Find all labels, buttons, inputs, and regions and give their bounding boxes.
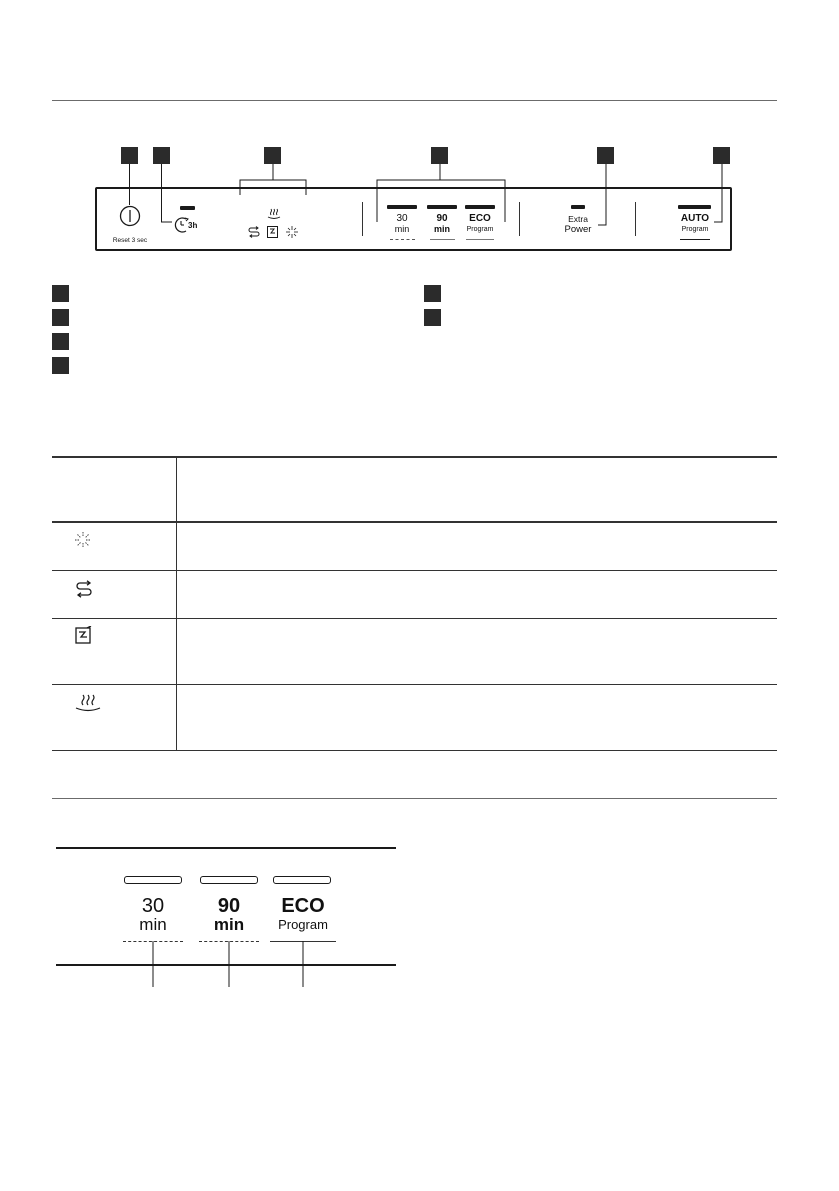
extra-power-button[interactable] bbox=[558, 215, 598, 237]
table-row-rule bbox=[52, 684, 777, 685]
machine-care-indicator-icon bbox=[285, 225, 299, 239]
delay-start-icon bbox=[172, 214, 202, 234]
detail-led-30 bbox=[124, 876, 182, 884]
detail-button-90[interactable] bbox=[194, 896, 264, 946]
drying-indicator-icon bbox=[267, 207, 281, 221]
detail-top-rule bbox=[56, 847, 396, 849]
detail-button-eco[interactable] bbox=[265, 896, 341, 946]
program-button-90[interactable] bbox=[425, 214, 459, 244]
legend-marker-2 bbox=[52, 309, 69, 326]
program-button-30[interactable] bbox=[385, 214, 419, 244]
program-eco-underline bbox=[466, 239, 494, 240]
delay-label: 3h bbox=[188, 221, 198, 230]
salt-indicator-icon bbox=[266, 225, 280, 239]
program-90-bottom: min bbox=[433, 224, 450, 234]
extra-power-line1: Extra bbox=[568, 214, 588, 224]
power-caption: Reset 3 sec bbox=[112, 237, 148, 244]
delay-led bbox=[180, 206, 195, 210]
program-eco-bottom: Program bbox=[466, 226, 494, 233]
detail-led-eco bbox=[273, 876, 331, 884]
legend-marker-6 bbox=[424, 309, 441, 326]
auto-underline bbox=[680, 239, 710, 240]
panel-separator bbox=[519, 202, 520, 236]
detail-eco-top: ECO bbox=[281, 895, 325, 917]
extra-power-line2: Power bbox=[564, 224, 592, 235]
program-90-top: 90 bbox=[436, 213, 448, 224]
table-bottom-rule bbox=[52, 750, 777, 751]
legend-marker-4 bbox=[52, 357, 69, 374]
legend-marker-1 bbox=[52, 285, 69, 302]
auto-top: AUTO bbox=[680, 213, 710, 224]
detail-30-top: 30 bbox=[141, 895, 165, 917]
rinse-aid-icon bbox=[74, 580, 94, 598]
program-eco-top: ECO bbox=[469, 213, 491, 224]
program-90-underline bbox=[430, 239, 455, 240]
machine-care-icon bbox=[74, 531, 92, 549]
leader-lines bbox=[0, 0, 839, 300]
detail-led-90 bbox=[200, 876, 258, 884]
table-top-rule bbox=[52, 456, 777, 458]
table-column-divider bbox=[176, 457, 177, 750]
program-led-30 bbox=[387, 205, 417, 209]
detail-eco-bottom: Program bbox=[278, 917, 328, 932]
delay-start-button[interactable] bbox=[172, 214, 202, 234]
table-row-rule bbox=[52, 570, 777, 571]
legend-marker-3 bbox=[52, 333, 69, 350]
rinse-aid-indicator-icon bbox=[247, 226, 261, 238]
program-30-underline bbox=[390, 239, 415, 240]
extra-power-led bbox=[571, 205, 585, 209]
panel-separator bbox=[362, 202, 363, 236]
detail-30-bottom: min bbox=[139, 915, 167, 934]
drying-icon bbox=[73, 693, 103, 713]
detail-90-top: 90 bbox=[217, 895, 241, 917]
program-led-eco bbox=[465, 205, 495, 209]
table-header-rule bbox=[52, 521, 777, 523]
program-30-bottom: min bbox=[394, 224, 410, 234]
power-icon[interactable] bbox=[119, 205, 141, 227]
detail-90-bottom: min bbox=[213, 915, 245, 934]
auto-program-button[interactable] bbox=[674, 214, 716, 246]
panel-separator bbox=[635, 202, 636, 236]
program-led-90 bbox=[427, 205, 457, 209]
auto-bottom: Program bbox=[681, 226, 709, 233]
program-button-eco[interactable] bbox=[461, 214, 499, 244]
auto-led bbox=[678, 205, 711, 209]
detail-leader-lines bbox=[0, 940, 400, 990]
table-row-rule bbox=[52, 618, 777, 619]
legend-marker-5 bbox=[424, 285, 441, 302]
program-30-top: 30 bbox=[396, 213, 408, 224]
section-rule bbox=[52, 798, 777, 799]
salt-refill-icon bbox=[74, 626, 94, 646]
detail-button-30[interactable] bbox=[118, 896, 188, 946]
